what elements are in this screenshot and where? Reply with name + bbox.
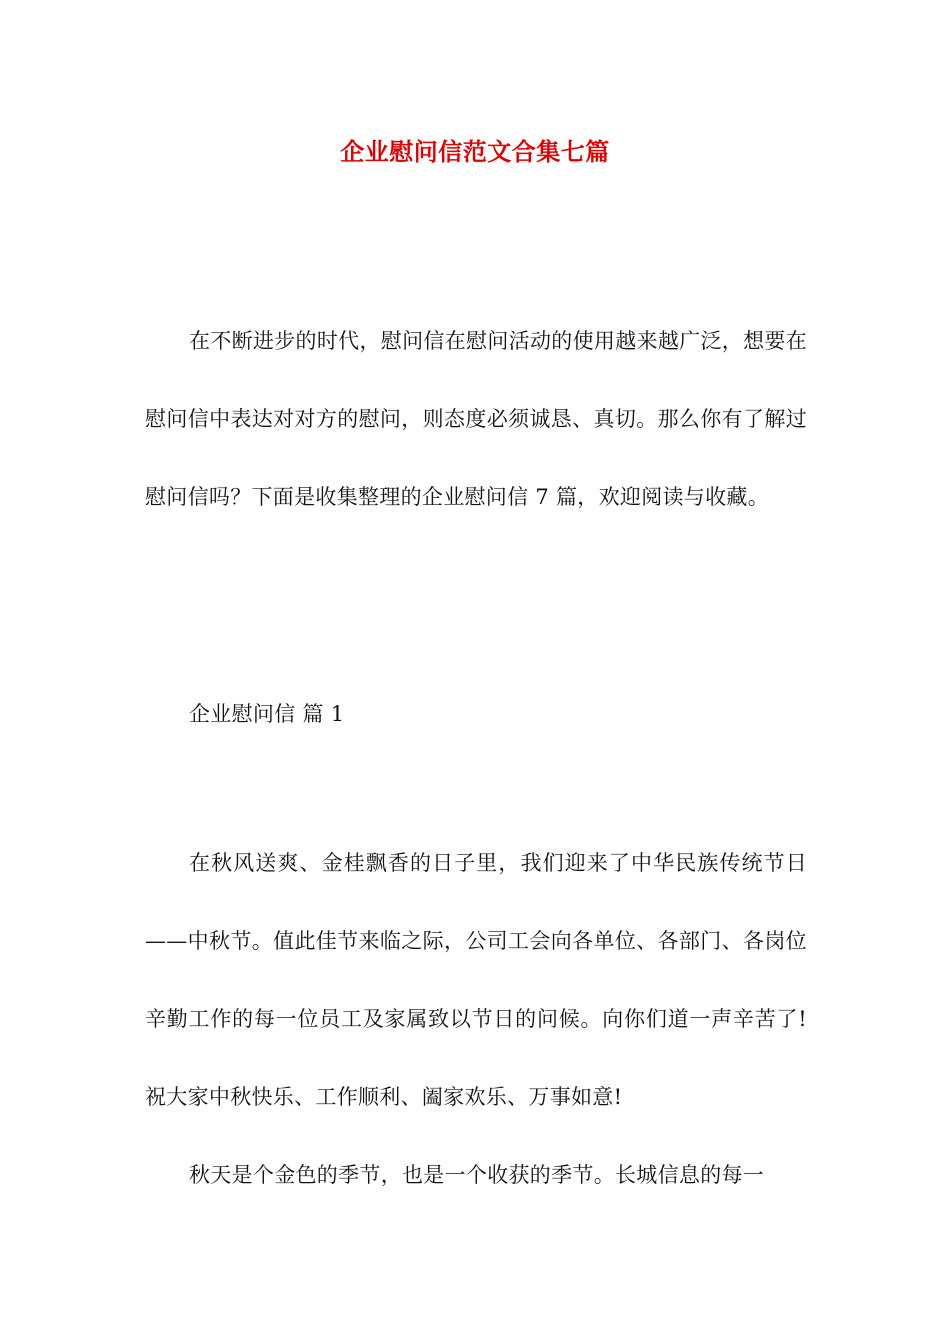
section-heading: 企业慰问信 篇 1 (189, 702, 345, 726)
body-paragraph-1: 在秋风送爽、金桂飘香的日子里，我们迎来了中华民族传统节日——中秋节。值此佳节来临之际，公司工会向各单位、各部门、各岗位辛勤工作的每一位员工及家属致以节日的问候。向你们道一声辛苦了!祝大家中秋快乐、工作顺利、阖家欢乐、万事如意! (145, 851, 807, 1109)
intro-paragraph: 在不断进步的时代，慰问信在慰问活动的使用越来越广泛，想要在慰问信中表达对对方的慰问，则态度必须诚恳、真切。那么你有了解过慰问信吗？下面是收集整理的企业慰问信 7 篇，欢迎阅读与收藏。 (145, 329, 807, 509)
document-title: 企业慰问信范文合集七篇 (340, 137, 610, 166)
body-paragraph-2: 秋天是个金色的季节，也是一个收获的季节。长城信息的每一 (189, 1163, 765, 1187)
